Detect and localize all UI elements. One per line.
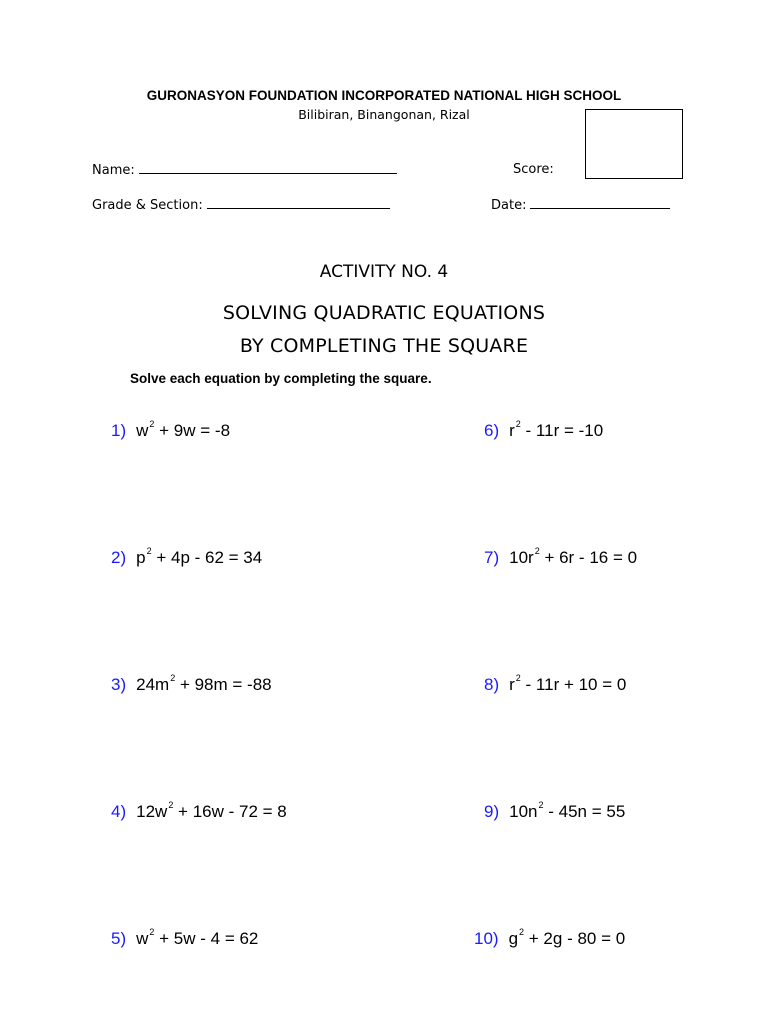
activity-title-line1: SOLVING QUADRATIC EQUATIONS <box>222 302 546 324</box>
problem-number: 10) <box>474 929 499 948</box>
grade-section-blank[interactable] <box>207 197 390 209</box>
instructions: Solve each equation by completing the square. <box>130 371 432 386</box>
problem-equation: $w^2 + 9w = -8$ <box>136 419 231 440</box>
problem-equation: $10n^2 - 45n = 55$ <box>509 800 626 821</box>
date-blank[interactable] <box>530 197 670 209</box>
problem-number: 7) <box>484 548 500 567</box>
grade-section-field <box>92 197 390 213</box>
activity-title-line2: BY COMPLETING THE SQUARE <box>239 335 529 357</box>
problem-equation: $12w^2 + 16w - 72 = 8$ <box>136 800 287 821</box>
problem-number: 4) <box>111 802 127 821</box>
problem-number: 1) <box>111 421 127 440</box>
problem-4 <box>111 802 287 822</box>
school-name: GURONASYON FOUNDATION INCORPORATED NATIONAL HIGH SCHOOL <box>146 88 622 103</box>
problem-equation: $r^2 - 11r = -10$ <box>509 419 604 440</box>
problem-number: 3) <box>111 675 127 694</box>
score-label: Score: <box>513 162 554 177</box>
date-field <box>491 197 670 213</box>
problem-equation: $g^2 + 2g - 80 = 0$ <box>508 927 626 948</box>
problem-5 <box>111 929 258 949</box>
problem-9 <box>484 802 625 822</box>
problem-number: 2) <box>111 548 127 567</box>
problem-equation: $p^2 + 4p - 62 = 34$ <box>136 546 263 567</box>
problem-10 <box>474 929 625 949</box>
problem-number: 9) <box>484 802 500 821</box>
school-address: Bilibiran, Binangonan, Rizal <box>298 107 470 122</box>
problem-3 <box>111 675 272 695</box>
problem-equation: $w^2 + 5w - 4 = 62$ <box>136 927 259 948</box>
problem-1 <box>111 421 230 441</box>
problem-6 <box>484 421 603 441</box>
problem-number: 5) <box>111 929 127 948</box>
grade-section-label: Grade & Section: <box>92 198 203 213</box>
name-label: Name: <box>92 163 135 178</box>
name-field <box>92 162 397 178</box>
problem-equation: $10r^2 + 6r - 16 = 0$ <box>509 546 638 567</box>
score-box[interactable] <box>585 109 683 179</box>
activity-number: ACTIVITY NO. 4 <box>319 262 449 282</box>
problem-7 <box>484 548 637 568</box>
problem-number: 8) <box>484 675 500 694</box>
problem-2 <box>111 548 262 568</box>
date-label: Date: <box>491 198 527 213</box>
problem-equation: $r^2 - 11r + 10 = 0$ <box>509 673 627 694</box>
problem-equation: $24m^2 + 98m = -88$ <box>136 673 272 694</box>
name-blank[interactable] <box>139 162 397 174</box>
problem-number: 6) <box>484 421 500 440</box>
problem-8 <box>484 675 626 695</box>
